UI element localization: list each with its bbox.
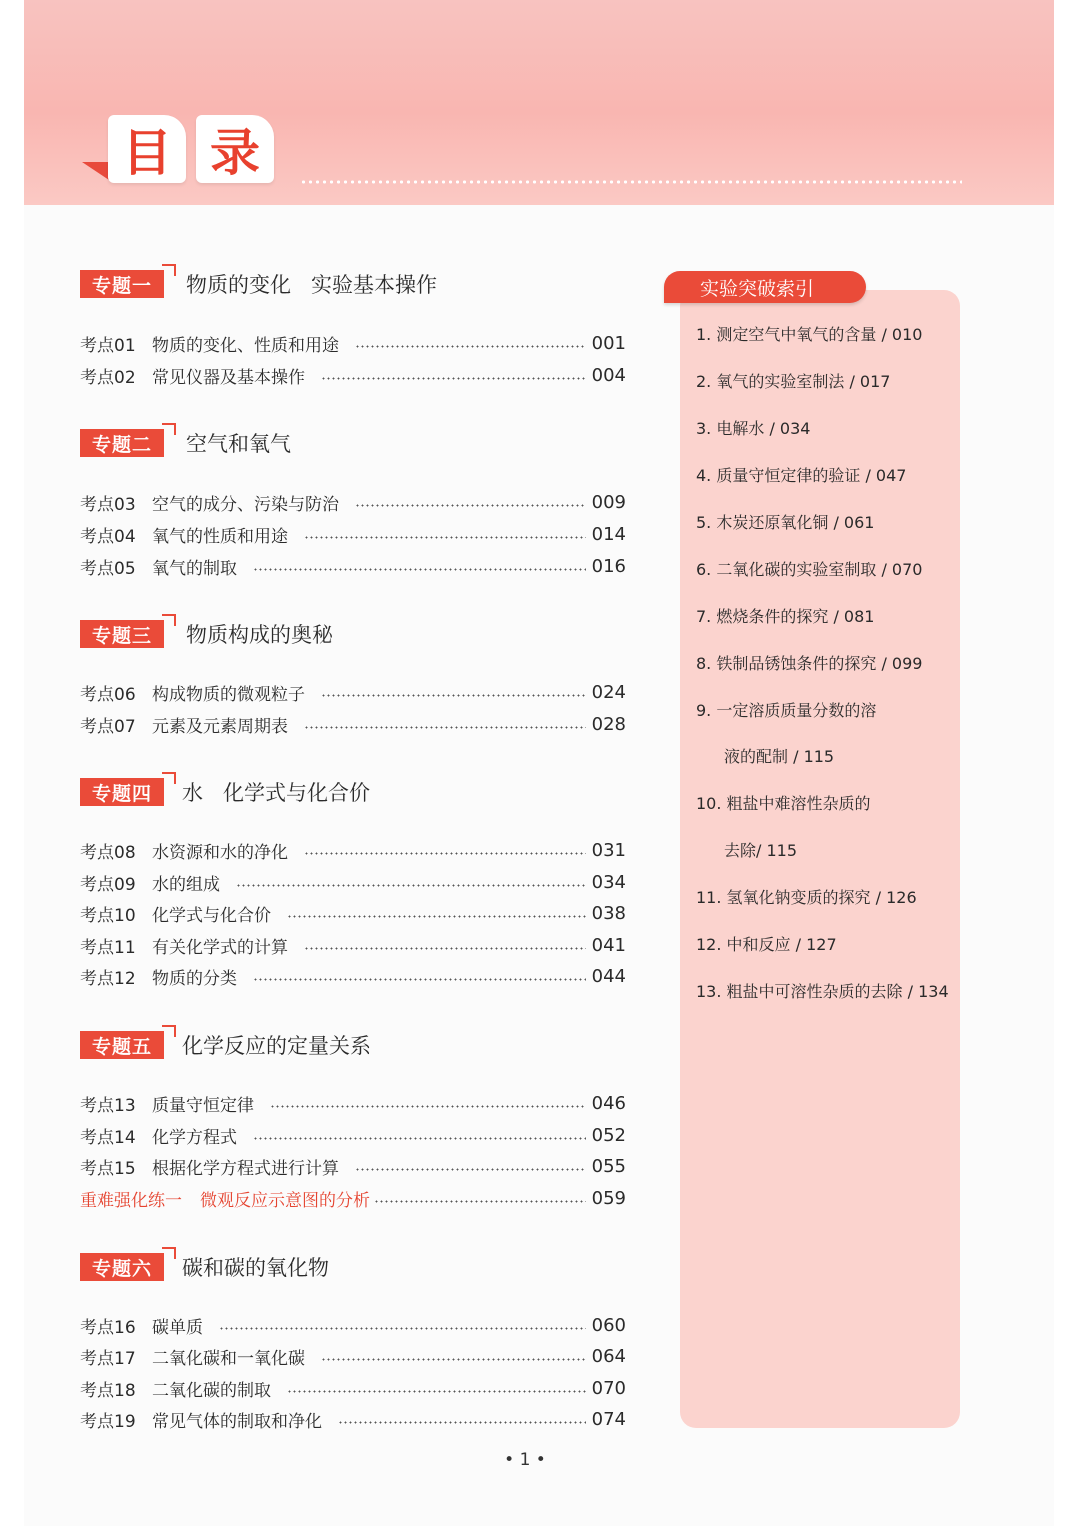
topic-1-title: 物质的变化 实验基本操作 — [186, 273, 438, 297]
toc-name: 氧气的性质和用途 — [152, 526, 288, 547]
dot-leader — [355, 345, 586, 348]
experiment-index-item[interactable]: 1. 测定空气中氧气的含量 / 010 — [696, 325, 923, 344]
toc-row[interactable] — [80, 933, 626, 957]
title-dotted-line — [300, 180, 962, 184]
toc-page: 074 — [591, 1408, 626, 1430]
toc-code: 考点05 — [80, 558, 136, 579]
toc-name: 元素及元素周期表 — [152, 716, 288, 737]
toc-page: 059 — [591, 1187, 626, 1209]
toc-row[interactable] — [80, 1407, 626, 1431]
experiment-index-item[interactable]: 6. 二氧化碳的实验室制取 / 070 — [696, 560, 923, 579]
toc-row[interactable] — [80, 712, 626, 736]
toc-name: 物质的分类 — [152, 968, 237, 989]
title-char-1: 目 — [108, 115, 186, 183]
toc-row[interactable] — [80, 1091, 626, 1115]
topic-3-title: 物质构成的奥秘 — [186, 623, 333, 647]
toc-row[interactable] — [80, 1344, 626, 1368]
dot-leader — [270, 1105, 586, 1108]
toc-page: 038 — [591, 902, 626, 924]
toc-code: 考点09 — [80, 874, 136, 895]
experiment-index-item[interactable]: 2. 氧气的实验室制法 / 017 — [696, 372, 891, 391]
toc-code: 考点02 — [80, 367, 136, 388]
topic-4-title: 水 化学式与化合价 — [182, 781, 371, 805]
topic-1-badge: 专题一 — [80, 270, 164, 298]
toc-row[interactable] — [80, 522, 626, 546]
toc-code: 考点17 — [80, 1348, 136, 1369]
toc-code: 考点19 — [80, 1411, 136, 1432]
toc-code: 考点03 — [80, 494, 136, 515]
topic-3-header — [80, 618, 333, 650]
experiment-index-item[interactable]: 12. 中和反应 / 127 — [696, 935, 837, 954]
toc-code: 考点11 — [80, 937, 136, 958]
dot-leader — [304, 852, 586, 855]
toc-page: 001 — [591, 332, 626, 354]
dot-leader — [304, 536, 586, 539]
toc-name: 碳单质 — [152, 1317, 203, 1338]
toc-name: 水资源和水的净化 — [152, 842, 288, 863]
topic-6-badge: 专题六 — [80, 1253, 164, 1281]
topic-2-header — [80, 427, 291, 459]
toc-row[interactable] — [80, 901, 626, 925]
topic-4-badge: 专题四 — [80, 778, 164, 806]
experiment-index-item[interactable]: 11. 氢氧化钠变质的探究 / 126 — [696, 888, 917, 907]
dot-leader — [304, 947, 586, 950]
topic-6-title: 碳和碳的氧化物 — [182, 1256, 329, 1280]
toc-code: 考点06 — [80, 684, 136, 705]
toc-row[interactable] — [80, 1154, 626, 1178]
toc-code: 考点16 — [80, 1317, 136, 1338]
dot-leader — [321, 377, 586, 380]
experiment-index-item[interactable]: 3. 电解水 / 034 — [696, 419, 811, 438]
toc-row[interactable] — [80, 1313, 626, 1337]
experiment-index-item-cont[interactable]: 去除/ 115 — [724, 841, 798, 860]
toc-row[interactable] — [80, 1123, 626, 1147]
toc-code: 考点10 — [80, 905, 136, 926]
toc-code: 考点01 — [80, 335, 136, 356]
dot-leader — [321, 694, 586, 697]
dot-leader — [287, 915, 586, 918]
dot-leader — [253, 568, 586, 571]
experiment-index-item[interactable]: 13. 粗盐中可溶性杂质的去除 / 134 — [696, 982, 949, 1001]
toc-name: 空气的成分、污染与防治 — [152, 494, 339, 515]
toc-code: 考点18 — [80, 1380, 136, 1401]
dot-leader — [253, 1137, 586, 1140]
toc-page: 009 — [591, 491, 626, 513]
dot-leader — [355, 1168, 586, 1171]
toc-row-highlight[interactable] — [80, 1186, 626, 1210]
experiment-index-item[interactable]: 8. 铁制品锈蚀条件的探究 / 099 — [696, 654, 923, 673]
toc-name: 二氧化碳的制取 — [152, 1380, 271, 1401]
toc-page: 046 — [591, 1092, 626, 1114]
toc-page: 031 — [591, 839, 626, 861]
toc-page: 034 — [591, 871, 626, 893]
toc-row[interactable] — [80, 490, 626, 514]
toc-name: 质量守恒定律 — [152, 1095, 254, 1116]
experiment-index-title: 实验突破索引 — [664, 271, 866, 303]
dot-leader — [253, 978, 586, 981]
toc-row[interactable] — [80, 554, 626, 578]
topic-2-badge: 专题二 — [80, 429, 164, 457]
experiment-index-item[interactable]: 5. 木炭还原氧化铜 / 061 — [696, 513, 875, 532]
toc-page: 016 — [591, 555, 626, 577]
topic-6-header — [80, 1251, 329, 1283]
topic-5-header — [80, 1029, 371, 1061]
toc-row[interactable] — [80, 870, 626, 894]
toc-page: 064 — [591, 1345, 626, 1367]
toc-row[interactable] — [80, 838, 626, 862]
toc-page: 028 — [591, 713, 626, 735]
toc-code: 重难强化练一 — [80, 1190, 182, 1211]
toc-page: 055 — [591, 1155, 626, 1177]
experiment-index-item[interactable]: 10. 粗盐中难溶性杂质的 — [696, 794, 871, 813]
topic-3-badge: 专题三 — [80, 620, 164, 648]
toc-page: 070 — [591, 1377, 626, 1399]
toc-name: 微观反应示意图的分析 — [200, 1190, 370, 1211]
dot-leader — [374, 1200, 586, 1203]
toc-name: 构成物质的微观粒子 — [152, 684, 305, 705]
toc-row[interactable] — [80, 964, 626, 988]
topic-5-badge: 专题五 — [80, 1031, 164, 1059]
toc-row[interactable] — [80, 1376, 626, 1400]
toc-page: 014 — [591, 523, 626, 545]
toc-code: 考点15 — [80, 1158, 136, 1179]
toc-code: 考点13 — [80, 1095, 136, 1116]
toc-page: 004 — [591, 364, 626, 386]
toc-page: 060 — [591, 1314, 626, 1336]
toc-name: 根据化学方程式进行计算 — [152, 1158, 339, 1179]
toc-name: 有关化学式的计算 — [152, 937, 288, 958]
toc-name: 常见气体的制取和净化 — [152, 1411, 322, 1432]
topic-2-title: 空气和氧气 — [186, 432, 291, 456]
toc-row[interactable] — [80, 680, 626, 704]
topic-1-header — [80, 268, 437, 300]
toc-row[interactable] — [80, 331, 626, 355]
dot-leader — [236, 884, 586, 887]
toc-name: 化学式与化合价 — [152, 905, 271, 926]
dot-leader — [321, 1358, 586, 1361]
toc-name: 水的组成 — [152, 874, 220, 895]
toc-name: 化学方程式 — [152, 1127, 237, 1148]
toc-page: 024 — [591, 681, 626, 703]
topic-4-header — [80, 776, 370, 808]
experiment-index-item[interactable]: 9. 一定溶质质量分数的溶 — [696, 701, 877, 720]
toc-code: 考点08 — [80, 842, 136, 863]
dot-leader — [355, 504, 586, 507]
toc-page: 044 — [591, 965, 626, 987]
toc-page: 052 — [591, 1124, 626, 1146]
toc-row[interactable] — [80, 363, 626, 387]
toc-page: 041 — [591, 934, 626, 956]
toc-name: 氧气的制取 — [152, 558, 237, 579]
toc-code: 考点12 — [80, 968, 136, 989]
toc-code: 考点04 — [80, 526, 136, 547]
toc-code: 考点07 — [80, 716, 136, 737]
toc-code: 考点14 — [80, 1127, 136, 1148]
dot-leader — [219, 1327, 586, 1330]
toc-name: 二氧化碳和一氧化碳 — [152, 1348, 305, 1369]
title-char-2: 录 — [196, 115, 274, 183]
toc-name: 物质的变化、性质和用途 — [152, 335, 339, 356]
dot-leader — [287, 1390, 586, 1393]
toc-name: 常见仪器及基本操作 — [152, 367, 305, 388]
experiment-index-item[interactable]: 7. 燃烧条件的探究 / 081 — [696, 607, 875, 626]
page-number: • 1 • — [504, 1450, 546, 1470]
experiment-index-item[interactable]: 4. 质量守恒定律的验证 / 047 — [696, 466, 907, 485]
dot-leader — [338, 1421, 586, 1424]
dot-leader — [304, 726, 586, 729]
experiment-index-item-cont[interactable]: 液的配制 / 115 — [724, 747, 835, 766]
topic-5-title: 化学反应的定量关系 — [182, 1034, 371, 1058]
